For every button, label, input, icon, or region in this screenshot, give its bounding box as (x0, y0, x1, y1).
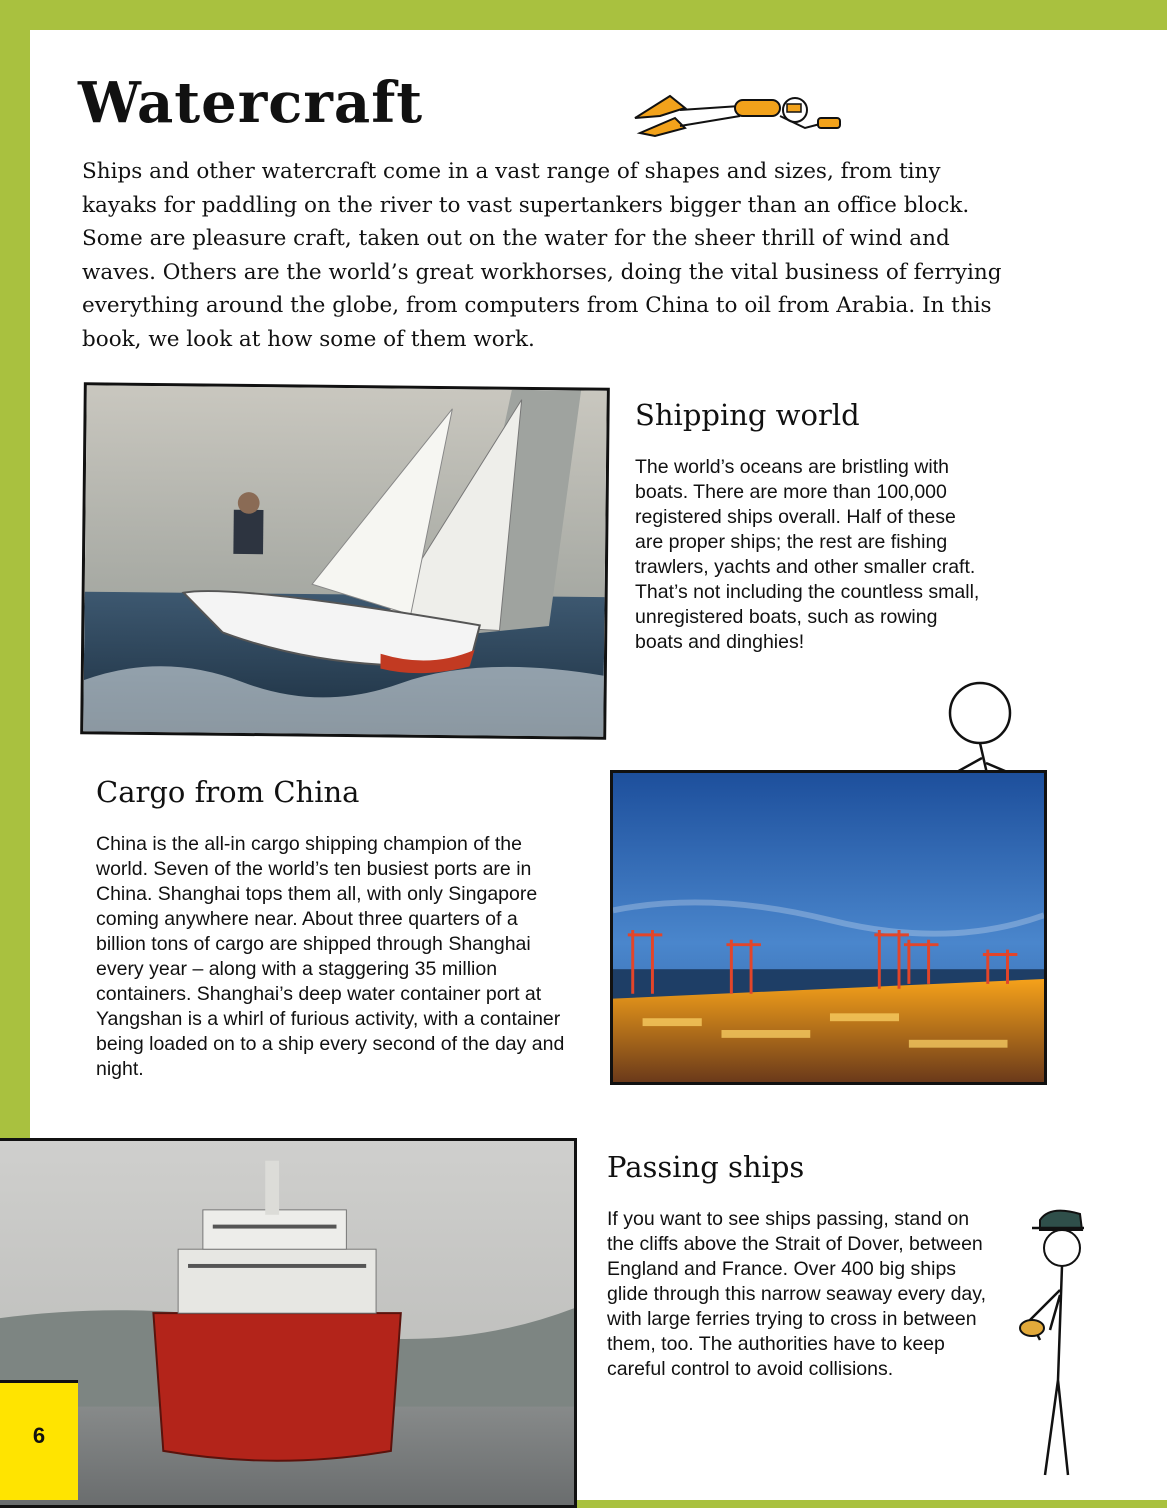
shipping-world-heading: Shipping world (635, 398, 860, 432)
sailing-yacht-photo (80, 382, 610, 739)
container-port-photo (610, 770, 1047, 1085)
intro-paragraph: Ships and other watercraft come in a vast range of shapes and sizes, from tiny kayaks for paddling on the river to vast supertankers bigger than an office block. Some are pleasure craft, taken out on the water for the sheer thrill of wind and waves. Others are the world’s great workhorses, doing the vital business of ferrying everything around the globe, from computers from China to oil from Arabia. In this book, we look at how some of them work. (82, 159, 1002, 352)
shipping-world-text: The world’s oceans are bristling with boats. There are more than 100,000 registered ships overall. Half of these are proper ships; the rest are fishing trawlers, yachts and other smaller craft. That’s not including the countless small, unregistered boats, such as rowing boats and dinghies! (635, 456, 980, 653)
passing-ships-text: If you want to see ships passing, stand on the cliffs above the Strait of Dover, between England and France. Over 400 big ships glide through this narrow seaway every day, with large ferries trying to cross in between them, too. The authorities have to keep careful control to avoid collisions. (607, 1208, 987, 1380)
page-number: 6 (32, 1423, 46, 1448)
stick-figure-with-cap (1010, 1200, 1100, 1480)
diver-figure (630, 88, 870, 148)
cargo-heading: Cargo from China (96, 775, 360, 809)
cargo-text: China is the all-in cargo shipping champion of the world. Seven of the world’s ten busiest ports are in China. Shanghai tops them all, with only Singapore coming anywhere near. About three quarters of a billion tons of cargo are shipped through Shanghai every year – along with a staggering 35 million containers. Shanghai’s deep water container port at Yangshan is a whirl of furious activity, with a container being loaded on to a ship every second of the day and night. (96, 833, 565, 1080)
tanker-ship-photo (0, 1138, 577, 1508)
page-title: Watercraft (78, 70, 424, 136)
passing-ships-heading: Passing ships (607, 1150, 805, 1184)
